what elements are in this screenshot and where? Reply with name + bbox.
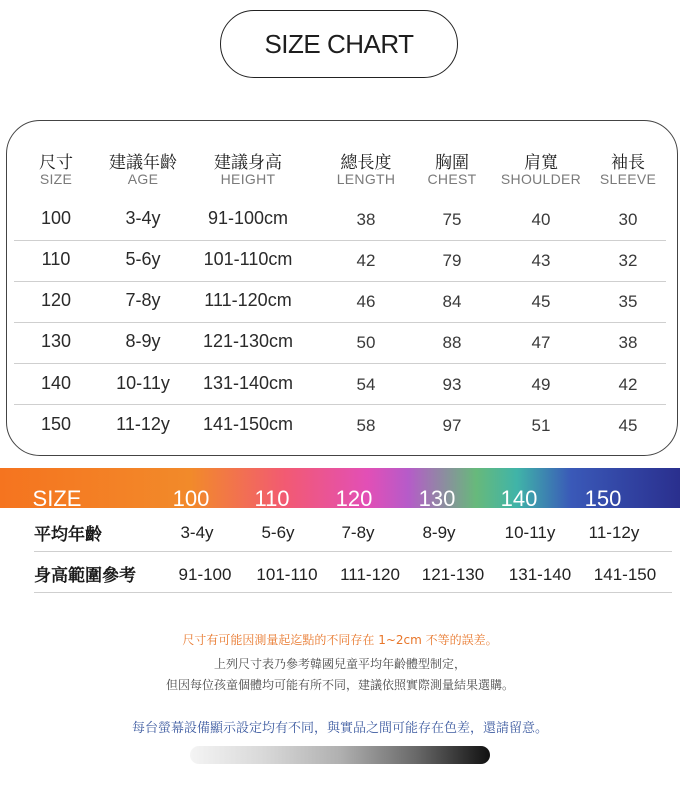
table-cell: 40 — [531, 210, 551, 229]
table-cell: 46 — [356, 292, 376, 311]
average-age-value: 7-8y — [341, 523, 375, 542]
table-cell: 91-100cm — [207, 208, 289, 228]
table-cell: 3-4y — [125, 208, 161, 228]
measurement-warning: 尺寸有可能因測量起迄點的不同存在 1~2cm 不等的誤差。 — [182, 633, 498, 647]
table-cell: 121-130cm — [202, 331, 294, 351]
table-cell: 110 — [41, 249, 71, 269]
average-age-value: 8-9y — [422, 523, 456, 542]
height-range-value: 91-100 — [178, 565, 232, 584]
table-cell: 10-11y — [116, 373, 170, 393]
table-cell: 120 — [40, 290, 72, 310]
note-line-1: 上列尺寸表乃參考韓國兒童平均年齡體型制定， — [213, 657, 466, 671]
column-header-en: SLEEVE — [599, 171, 657, 187]
band-size-value: 120 — [335, 486, 373, 511]
table-cell: 75 — [442, 210, 462, 229]
table-cell: 38 — [356, 210, 376, 229]
average-age-label: 平均年齡 — [34, 525, 102, 545]
table-cell: 43 — [531, 251, 551, 270]
height-range-label: 身高範圍參考 — [34, 566, 136, 586]
band-size-label: SIZE — [32, 486, 82, 511]
band-size-value: 140 — [500, 486, 538, 511]
table-cell: 150 — [40, 414, 72, 434]
table-cell: 30 — [618, 210, 638, 229]
column-header-en: HEIGHT — [220, 171, 276, 187]
table-cell: 35 — [618, 292, 638, 311]
height-range-value: 111-120 — [340, 565, 400, 584]
column-header-en: CHEST — [427, 171, 477, 187]
table-cell: 51 — [531, 416, 551, 435]
note-line-2: 但因每位孩童個體均可能有所不同，建議依照實際測量結果選購。 — [165, 678, 514, 692]
divider — [34, 551, 672, 552]
table-cell: 140 — [40, 373, 72, 393]
table-cell: 8-9y — [125, 331, 161, 351]
column-header-en: LENGTH — [336, 171, 396, 187]
table-cell: 93 — [442, 375, 462, 394]
table-cell: 88 — [442, 333, 462, 352]
column-header-zh: 總長度 — [340, 153, 392, 173]
column-header-zh: 尺寸 — [39, 153, 73, 173]
height-range-value: 101-110 — [256, 565, 318, 584]
table-cell: 111-120cm — [204, 290, 292, 310]
column-header-en: SIZE — [39, 171, 73, 187]
table-cell: 49 — [531, 375, 551, 394]
band-size-value: 130 — [418, 486, 456, 511]
column-header-zh: 胸圍 — [435, 153, 469, 173]
table-cell: 11-12y — [116, 414, 170, 434]
table-cell: 50 — [356, 333, 376, 352]
column-header-zh: 建議身高 — [214, 153, 282, 173]
color-difference-notice: 每台螢幕設備顯示設定均有不同，與實品之間可能存在色差，還請留意。 — [131, 721, 548, 736]
table-cell: 141-150cm — [202, 414, 294, 434]
average-age-value: 11-12y — [588, 523, 640, 542]
table-cell: 100 — [40, 208, 72, 228]
band-size-value: 100 — [172, 486, 210, 511]
table-cell: 47 — [531, 333, 551, 352]
table-cell: 79 — [442, 251, 462, 270]
table-cell: 131-140cm — [202, 373, 294, 393]
band-size-value: 110 — [254, 486, 290, 511]
average-age-value: 5-6y — [261, 523, 295, 542]
table-cell: 42 — [618, 375, 638, 394]
table-row-divider — [14, 404, 666, 405]
table-cell: 5-6y — [125, 249, 161, 269]
color-gradient-swatch — [190, 746, 490, 764]
table-cell: 130 — [40, 331, 72, 351]
height-range-value: 131-140 — [508, 565, 572, 584]
average-age-value: 10-11y — [504, 523, 556, 542]
table-cell: 101-110cm — [203, 249, 293, 269]
table-cell: 84 — [442, 292, 462, 311]
table-cell: 38 — [618, 333, 638, 352]
table-row-divider — [14, 281, 666, 282]
table-cell: 45 — [531, 292, 551, 311]
table-cell: 42 — [356, 251, 376, 270]
height-range-value: 121-130 — [421, 565, 485, 584]
table-cell: 7-8y — [125, 290, 161, 310]
size-chart-title: SIZE CHART — [220, 10, 458, 78]
table-row-divider — [14, 240, 666, 241]
table-row-divider — [14, 363, 666, 364]
divider — [34, 592, 672, 593]
table-cell: 54 — [356, 375, 376, 394]
table-cell: 97 — [442, 416, 462, 435]
column-header-en: AGE — [127, 171, 159, 187]
column-header-zh: 袖長 — [611, 153, 645, 173]
column-header-zh: 建議年齡 — [109, 153, 177, 173]
band-size-value: 150 — [584, 486, 622, 511]
table-cell: 45 — [618, 416, 638, 435]
average-age-value: 3-4y — [180, 523, 214, 542]
table-cell: 58 — [356, 416, 376, 435]
table-row-divider — [14, 322, 666, 323]
column-header-en: SHOULDER — [500, 171, 582, 187]
height-range-value: 141-150 — [593, 565, 657, 584]
column-header-zh: 肩寬 — [524, 153, 558, 173]
table-cell: 32 — [618, 251, 638, 270]
